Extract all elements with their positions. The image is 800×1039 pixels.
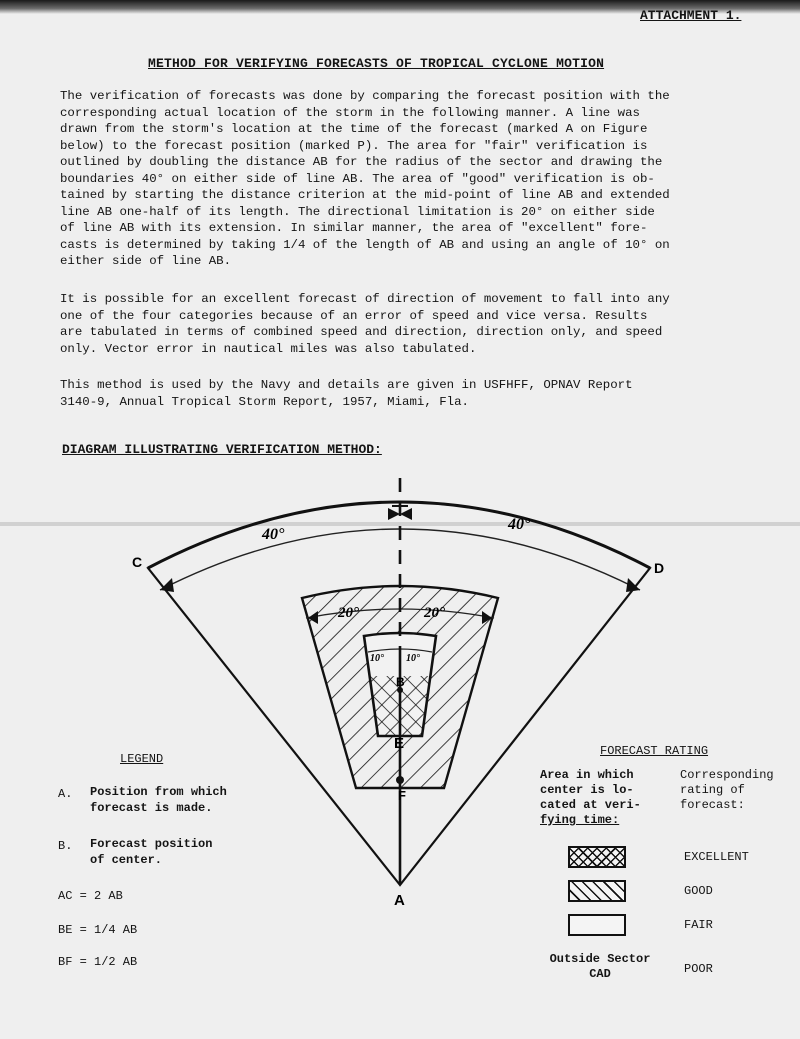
legend-bf: BF = 1/2 AB [58, 955, 138, 969]
header-line: forecast: [680, 798, 745, 812]
text-line: The verification of forecasts was done by comparing the forecast position with the [60, 89, 670, 103]
label-angle-10-left: 10° [370, 653, 384, 664]
outside-sector-label [540, 952, 660, 982]
text-line: below) to the forecast position (marked P). The area for "fair" verification is [60, 138, 648, 153]
text-line: tained by starting the distance criterion at the mid-point of line AB and extended [60, 188, 670, 202]
header-line: center is lo- [540, 783, 634, 797]
label-d: D [654, 560, 665, 576]
paragraph-method [60, 88, 750, 270]
text-line: 3140-9, Annual Tropical Storm Report, 1957, Miami, Fla. [60, 394, 469, 409]
text-line: only. Vector error in nautical miles was also tabulated. [60, 341, 477, 356]
rating-excellent: EXCELLENT [684, 850, 749, 864]
text-line: either side of line AB. [60, 254, 232, 268]
legend-line: Forecast position [90, 837, 213, 851]
rating-title: FORECAST RATING [600, 744, 709, 758]
text-line: of line AB with its extension. In similar manner, the area of "excellent" fore- [60, 221, 648, 235]
label-angle-20-right: 20° [424, 605, 445, 621]
rating-good: GOOD [684, 884, 713, 898]
legend-line: Position from which [90, 785, 227, 799]
text-line: are tabulated in terms of combined speed and direction, direction only, and speed [60, 325, 663, 339]
legend-title: LEGEND [120, 752, 164, 766]
arrow-head [388, 508, 400, 520]
excellent-swatch [568, 846, 626, 868]
point-f [396, 776, 404, 784]
paragraph-reference [60, 377, 750, 410]
legend-ac: AC = 2 AB [58, 889, 123, 903]
arrow-head [400, 508, 412, 520]
rating-fair: FAIR [684, 918, 713, 932]
diagram-title: DIAGRAM ILLUSTRATING VERIFICATION METHOD: [62, 442, 382, 457]
header-line: fying time: [540, 813, 620, 827]
legend-b-text [90, 836, 212, 868]
label-a: A [394, 892, 405, 909]
text-line: one of the four categories because of an error of speed and vice versa. Results [60, 308, 648, 323]
attachment-label: ATTACHMENT 1. [640, 8, 742, 23]
text-line: outlined by doubling the distance AB for the radius of the sector and drawing the [60, 155, 663, 169]
label-e: E [394, 735, 405, 752]
legend-be: BE = 1/4 AB [58, 923, 138, 937]
header-line: rating of [680, 783, 745, 797]
good-swatch [568, 880, 626, 902]
label-angle-10-right: 10° [406, 653, 420, 664]
header-line: Corresponding [680, 768, 774, 782]
text-line: boundaries 40° on either side of line AB. The area of "good" verification is ob- [60, 171, 655, 186]
label-angle-40-right: 40° [508, 516, 531, 533]
rating-poor: POOR [684, 962, 713, 976]
legend-a-marker: A. [58, 787, 73, 801]
legend-a-text [90, 784, 227, 816]
label-c: C [132, 554, 143, 570]
outside-line: CAD [589, 967, 611, 981]
legend-line: forecast is made. [90, 801, 213, 815]
rating-value-header [680, 768, 774, 813]
label-f: F [398, 788, 406, 803]
outside-line: Outside Sector [549, 952, 651, 966]
fair-swatch [568, 914, 626, 936]
text-line: line AB one-half of its length. The directional limitation is 20° on either side [60, 204, 655, 219]
text-line: drawn from the storm's location at the time of the forecast (marked A on Figure [60, 122, 648, 136]
text-line: corresponding actual location of the storm in the following manner. A line was [60, 105, 640, 120]
document-title: METHOD FOR VERIFYING FORECASTS OF TROPICAL CYCLONE MOTION [148, 56, 605, 71]
legend-line: of center. [90, 853, 163, 867]
text-line: This method is used by the Navy and details are given in USFHFF, OPNAV Report [60, 378, 633, 392]
text-line: It is possible for an excellent forecast of direction of movement to fall into any [60, 292, 670, 306]
header-line: cated at veri- [540, 798, 641, 812]
header-line: Area in which [540, 768, 634, 782]
label-angle-20-left: 20° [338, 605, 359, 621]
label-angle-40-left: 40° [262, 526, 285, 543]
legend-b-marker: B. [58, 839, 73, 853]
text-line: casts is determined by taking 1/4 of the length of AB and using an angle of 10° on [60, 237, 670, 252]
label-b: B [396, 675, 405, 689]
rating-area-header [540, 768, 641, 828]
paragraph-categories [60, 291, 750, 357]
